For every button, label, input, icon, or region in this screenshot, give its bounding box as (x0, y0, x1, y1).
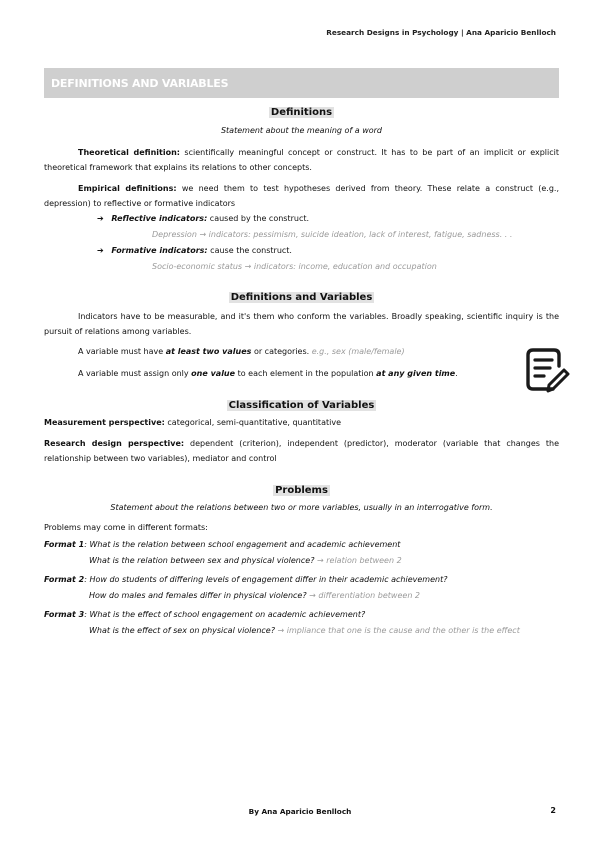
variable-rule-one-value: A variable must assign only one value to each element in the population at any given time. (78, 369, 458, 378)
section-heading-definitions-and-variables: Definitions and Variables (230, 292, 373, 303)
problems-subtitle: Statement about the relations between two or more variables, usually in an interrogative form. (110, 503, 493, 512)
measurement-perspective: Measurement perspective: categorical, semi-quantitative, quantitative (44, 418, 341, 427)
chapter-title: DEFINITIONS AND VARIABLES (51, 77, 229, 90)
section-heading-classification: Classification of Variables (228, 400, 375, 411)
definitions-subtitle: Statement about the meaning of a word (220, 126, 383, 135)
page-footer: By Ana Aparicio Benlloch (248, 807, 352, 816)
arrow-bullet-icon: ➔ (97, 246, 104, 255)
format-2-question-2: How do males and females differ in physical violence? → differentiation between 2 (89, 591, 421, 600)
research-design-perspective: Research design perspective: dependent (criterion), independent (predictor), moderator (variable that changes the relationship between two variables), mediator and control (44, 439, 559, 463)
chapter-banner (44, 68, 559, 98)
section-heading-definitions: Definitions (270, 107, 333, 118)
problems-intro: Problems may come in different formats: (44, 523, 208, 532)
indicators-paragraph: Indicators have to be measurable, and it's them who conform the variables. Broadly speaking, scientific inquiry is the pursuit of relations among variables. (44, 312, 559, 336)
format-1-question-1: Format 1: What is the relation between school engagement and academic achievement (44, 540, 401, 549)
running-header: Research Designs in Psychology | Ana Aparicio Benlloch (326, 28, 556, 37)
format-1-question-2: What is the relation between sex and physical violence? → relation between 2 (89, 556, 402, 565)
empirical-definitions-paragraph: Empirical definitions: we need them to test hypotheses derived from theory. These relate a construct (e.g., depression) to reflective or formative indicators (44, 184, 559, 208)
note-edit-icon (522, 346, 572, 398)
format-3-question-1: Format 3: What is the effect of school engagement on academic achievement? (44, 610, 366, 619)
page-number: 2 (550, 806, 556, 815)
arrow-bullet-icon: ➔ (97, 214, 104, 223)
reflective-indicators-item: ➔ Reflective indicators: caused by the construct. (97, 214, 310, 223)
formative-example: Socio-economic status → indicators: income, education and occupation (152, 262, 437, 271)
format-2-question-1: Format 2: How do students of differing levels of engagement differ in their academic achievement? (44, 575, 448, 584)
section-heading-problems: Problems (275, 485, 328, 496)
format-3-question-2: What is the effect of sex on physical violence? → impliance that one is the cause and the other is the effect (89, 626, 520, 635)
variable-rule-two-values: A variable must have at least two values or categories. e.g., sex (male/female) (78, 347, 405, 356)
theoretical-definition-paragraph: Theoretical definition: scientifically meaningful concept or construct. It has to be part of an implicit or explicit theoretical framework that explains its relations to other concepts. (44, 148, 559, 172)
reflective-example: Depression → indicators: pessimism, suicide ideation, lack of interest, fatigue, sadness. . . (152, 230, 513, 239)
formative-indicators-item: ➔ Formative indicators: cause the construct. (97, 246, 292, 255)
